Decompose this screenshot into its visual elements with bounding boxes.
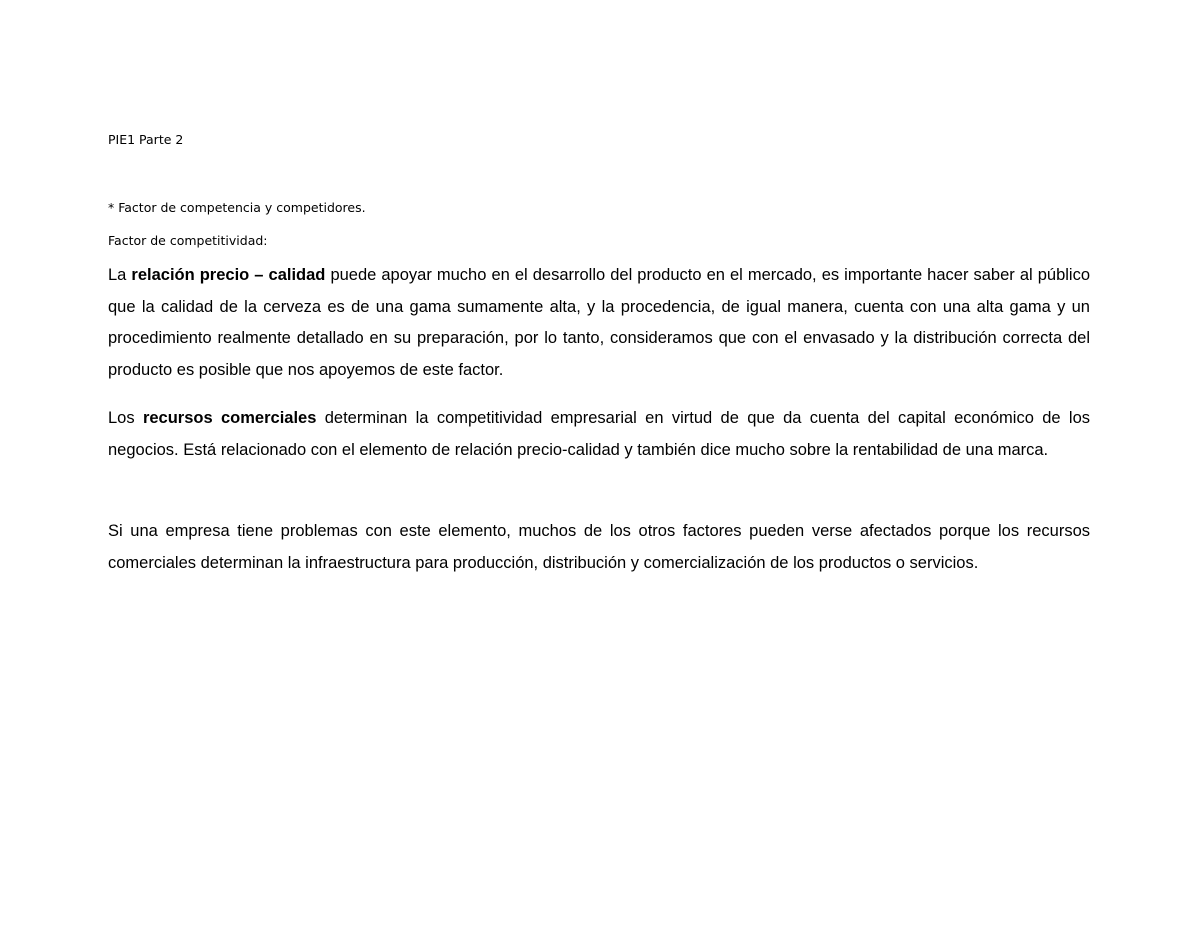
paragraph-3 bbox=[108, 516, 1090, 579]
paragraph-2-text: determinan la competitividad empresarial en virtud de que da cuenta del capital económico de los negocios. Está relacionado con el elemento de relación precio-calidad y también dice mucho sobre la rentabilidad de una marca. bbox=[108, 409, 1090, 459]
paragraph-1-text: puede apoyar mucho en el desarrollo del producto en el mercado, es importante hacer saber al público que la calidad de la cerveza es de una gama sumamente alta, y la procedencia, de igual manera, cuenta con una alta gama y un procedimiento realmente detallado en su preparación, por lo tanto, consideramos que con el envasado y la distribución correcta del producto es posible que nos apoyemos de este factor. bbox=[108, 266, 1090, 379]
paragraph-1-bold-term: relación precio – calidad bbox=[131, 266, 326, 284]
document-page bbox=[108, 0, 1090, 927]
paragraph-3-text: Si una empresa tiene problemas con este elemento, muchos de los otros factores pueden verse afectados porque los recursos comerciales determinan la infraestructura para producción, distribución y comercialización de los productos o servicios. bbox=[108, 522, 1090, 572]
paragraph-2-lead: Los bbox=[108, 409, 143, 427]
document-title: PIE1 Parte 2 bbox=[108, 132, 184, 147]
paragraph-2 bbox=[108, 403, 1090, 466]
subheading: Factor de competitividad: bbox=[108, 233, 268, 248]
section-heading: * Factor de competencia y competidores. bbox=[108, 200, 366, 215]
paragraph-2-bold-term: recursos comerciales bbox=[142, 409, 317, 427]
paragraph-1 bbox=[108, 260, 1090, 386]
paragraph-1-lead: La bbox=[108, 266, 132, 284]
